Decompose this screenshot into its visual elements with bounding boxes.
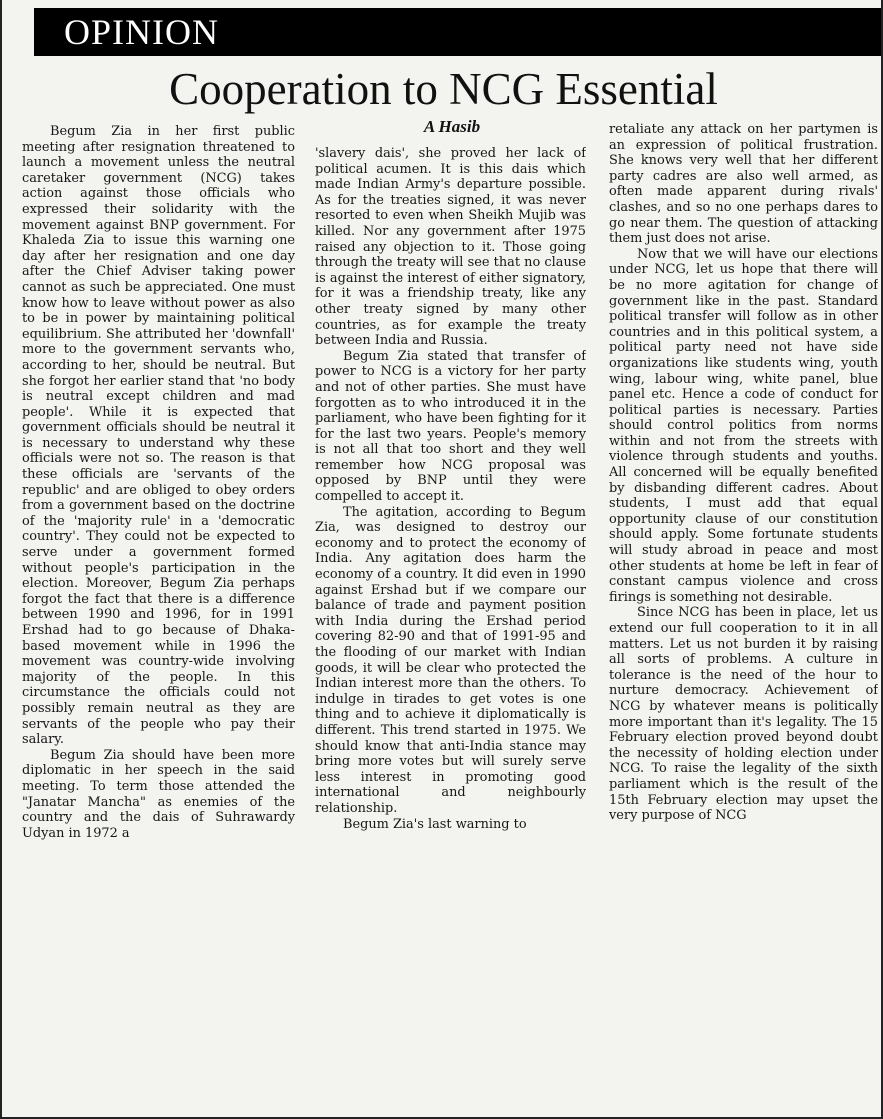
article-column-1	[22, 124, 295, 1114]
paragraph: 'slavery dais', she proved her lack of political acumen. It is this dais which made Indian Army's departure possible. As for the treaties signed, it was never resorted to even when Sheikh Mujib was killed. Nor any government after 1975 raised any objection to it. Those going through the treaty will see that no clause is against the interest of either signatory, for it was a friendship treaty, like any other treaty signed by many other countries, as for example the treaty between India and Russia.	[315, 146, 586, 349]
paragraph: retaliate any attack on her partymen is an expression of political frustration. She knows very well that her different party cadres are also well armed, as often made apparent during rivals' clashes, and so no one perhaps dares to go near them. The question of attacking them just does not arise.	[609, 122, 878, 247]
section-header-bar	[34, 8, 883, 56]
article-column-3	[609, 122, 878, 1114]
paragraph: Now that we will have our elections under NCG, let us hope that there will be no more agitation for change of government like in the past. Standard political transfer will follow as in other countries and in this political system, a political party need not have side organizations like students wing, youth wing, labour wing, white panel, blue panel etc. Hence a code of conduct for political parties is necessary. Parties should control politics from norms within and not from the streets with violence through students and youths. All concerned will be equally benefited by disbanding different cadres. About students, I must add that equal opportunity clause of our constitution should apply. Some fortunate students will study abroad in peace and most other students at home be left in fear of constant campus violence and cross firings is something not desirable.	[609, 246, 878, 605]
paragraph: Begum Zia should have been more diplomatic in her speech in the said meeting. To term those attended the "Janatar Mancha" as enemies of the country and the dais of Suhrawardy Udyan in 1972 a	[22, 747, 295, 841]
section-label: OPINION	[64, 12, 219, 52]
paragraph: Begum Zia in her first public meeting after resignation threatened to launch a movement unless the neutral caretaker government (NCG) takes action against those officials who expressed their solidarity with the movement against BNP government. For Khaleda Zia to issue this warning one day after her resignation and one day after the Chief Adviser taking power cannot as such be appreciated. One must know how to leave without power as also to be in power by maintaining political equilibrium. She attributed her 'downfall' more to the government servants who, according to her, should be neutral. But she forgot her earlier stand that 'no body is neutral except children and mad people'. While it is expected that government officials should be neutral it is necessary to understand why these officials were not so. The reason is that these officials are 'servants of the republic' and are obliged to obey orders from a government based on the doctrine of the 'majority rule' in a 'democratic country'. They could not be expected to serve under a government formed without people's participation in the election. Moreover, Begum Zia perhaps forgot the fact that there is a difference between 1990 and 1996, for in 1991 Ershad had to go because of Dhaka-based movement while in 1996 the movement was country-wide involving majority of the people. In this circumstance the officials could not possibly remain neutral as they are servants of the people who pay their salary.	[22, 124, 295, 748]
article-headline: Cooperation to NCG Essential	[169, 64, 718, 114]
paragraph: Begum Zia's last warning to	[343, 816, 527, 832]
article-column-2	[315, 146, 586, 1114]
paragraph: The agitation, according to Begum Zia, was designed to destroy our economy and to protect the economy of India. Any agitation does harm the economy of a country. It did even in 1990 against Ershad but if we compare our balance of trade and payment position with India during the Ershad period covering 82-90 and that of 1991-95 and the flooding of our market with Indian goods, it will be clear who protected the Indian interest more than the others. To indulge in tirades to get votes is one thing and to achieve it diplomatically is different. This trend started in 1975. We should know that anti-India stance may bring more votes but will surely serve less interest in promoting good international and neighbourly relationship.	[315, 504, 586, 816]
paragraph: Since NCG has been in place, let us extend our full cooperation to it in all matters. Let us not burden it by raising all sorts of problems. A culture in tolerance is the need of the hour to nurture democracy. Achievement of NCG by whatever means is politically more important than it's legality. The 15 February election proved beyond doubt the necessity of holding election under NCG. To raise the legality of the sixth parliament which is the result of the 15th February election may upset the very purpose of NCG	[609, 605, 878, 824]
article-byline: A Hasib	[423, 117, 481, 136]
paragraph: Begum Zia stated that transfer of power to NCG is a victory for her party and not of other parties. She must have forgotten as to who introduced it in the parliament, who have been fighting for it for the last two years. People's memory is not all that too short and they well remember how NCG proposal was opposed by BNP until they were compelled to accept it.	[315, 348, 586, 505]
